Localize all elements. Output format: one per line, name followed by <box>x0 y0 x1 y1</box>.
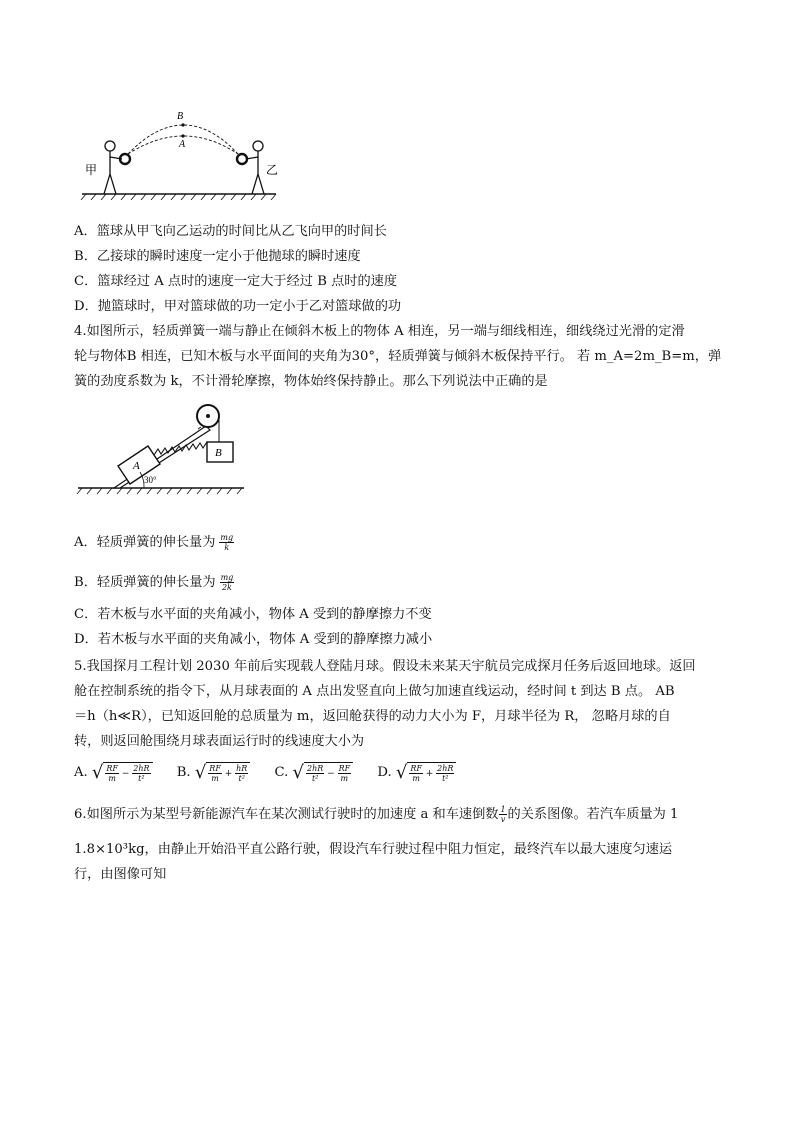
q4-option-d: D．若木板与水平面的夹角减小，物体 A 受到的静摩擦力减小 <box>74 632 433 647</box>
q6-line-2: 1.8×10³kg，由静止开始沿平直公路行驶，假设汽车行驶过程中阻力恒定，最终汽车以最大速度匀速运 <box>74 842 673 857</box>
q3-option-a: A．篮球从甲飞向乙运动的时间比从乙飞向甲的时间长 <box>74 224 387 239</box>
q4-option-b <box>74 573 234 592</box>
q4-option-c: C．若木板与水平面的夹角减小，物体 A 受到的静摩擦力不变 <box>74 607 432 622</box>
q5-line-1: 5.我国探月工程计划 2030 年前后实现载人登陆月球。假设未来某天宇航员完成探月任务后返回地球。返回 <box>74 659 696 674</box>
q4-option-a-num: mg <box>220 533 234 542</box>
q4-option-b-fraction <box>220 573 235 592</box>
q4-line-1: 4.如图所示，轻质弹簧一端与静止在倾斜木板上的物体 A 相连，另一端与细线相连，细线绕过光滑的定滑 <box>74 324 685 339</box>
q4-line-3: 簧的劲度系数为 k，不计滑轮摩擦，物体始终保持静止。那么下列说法中正确的是 <box>74 374 548 389</box>
q4-option-a <box>74 533 234 552</box>
q4-option-b-text: B．轻质弹簧的伸长量为 <box>74 575 216 590</box>
q5-option-a-label: A. <box>74 765 88 780</box>
q6-inv-den: v <box>500 815 506 824</box>
q4-option-a-fraction <box>219 533 234 552</box>
q5-options <box>74 762 476 783</box>
q6-line-1b: 的关系图像。若汽车质量为 1 <box>507 807 679 822</box>
q6-line-3: 行，由图像可知 <box>74 867 167 882</box>
q5-option-a: A. √ $\frac{RF}{m}$ − $\frac{2hR}{\text{t²}}$ <box>74 762 153 783</box>
incline-angle: 30° <box>144 475 157 485</box>
incline-figure <box>74 400 250 500</box>
q6-line-1a: 6.如图所示为某型号新能源汽车在某次测试行驶时的加速度 a 和车速倒数 <box>74 807 499 822</box>
q4-option-b-num: mg <box>220 573 234 582</box>
label-jia: 甲 <box>85 163 98 177</box>
label-yi: 乙 <box>266 163 279 177</box>
incline-label-B: B <box>215 447 222 459</box>
label-B: B <box>177 111 184 122</box>
q5-option-d: D. √ $\frac{RF}{m}$ + $\frac{2hR}{\text{t²}}$ <box>377 762 456 783</box>
incline-label-A: A <box>133 460 140 472</box>
q5-option-c-label: C. <box>274 765 289 780</box>
basketball-figure <box>80 104 290 200</box>
q5-option-d-label: D. <box>377 765 392 780</box>
q6-inverse-speed <box>499 805 506 824</box>
q5-option-b: B. √ $\frac{RF}{m}$ + $\frac{hR}{\text{t²}}$ <box>177 762 251 783</box>
q4-option-a-den: k <box>224 543 230 552</box>
q6-line-1 <box>74 805 678 824</box>
q4-option-a-text: A．轻质弹簧的伸长量为 <box>74 535 216 550</box>
q6-inv-num: 1 <box>500 805 506 814</box>
q5-line-3: ＝h（h≪R），已知返回舱的总质量为 m，返回舱获得的动力大小为 F，月球半径为 R， 忽略月球的自 <box>74 709 671 724</box>
q4-option-b-den: 2k <box>221 583 232 592</box>
q5-line-4: 转，则返回舱围绕月球表面运行时的线速度大小为 <box>74 734 365 749</box>
q3-option-d: D．抛篮球时，甲对篮球做的功一定小于乙对篮球做的功 <box>74 299 402 314</box>
q5-option-c: C. √ $\frac{2hR}{\text{t²}}$ − $\frac{RF}{m}$ <box>275 762 354 783</box>
q5-option-b-label: B. <box>176 765 191 780</box>
q3-option-b: B．乙接球的瞬时速度一定小于他抛球的瞬时速度 <box>74 249 361 264</box>
q5-line-2: 舱在控制系统的指令下，从月球表面的 A 点出发竖直向上做匀加速直线运动，经时间 t 到达 B 点。 AB <box>74 684 675 699</box>
label-A: A <box>179 139 186 150</box>
q3-option-c: C．篮球经过 A 点时的速度一定大于经过 B 点时的速度 <box>74 274 398 289</box>
q4-line-2: 轮与物体B 相连，已知木板与水平面间的夹角为30°，轻质弹簧与倾斜木板保持平行。 若 m_A=2m_B=m，弹 <box>74 349 722 364</box>
